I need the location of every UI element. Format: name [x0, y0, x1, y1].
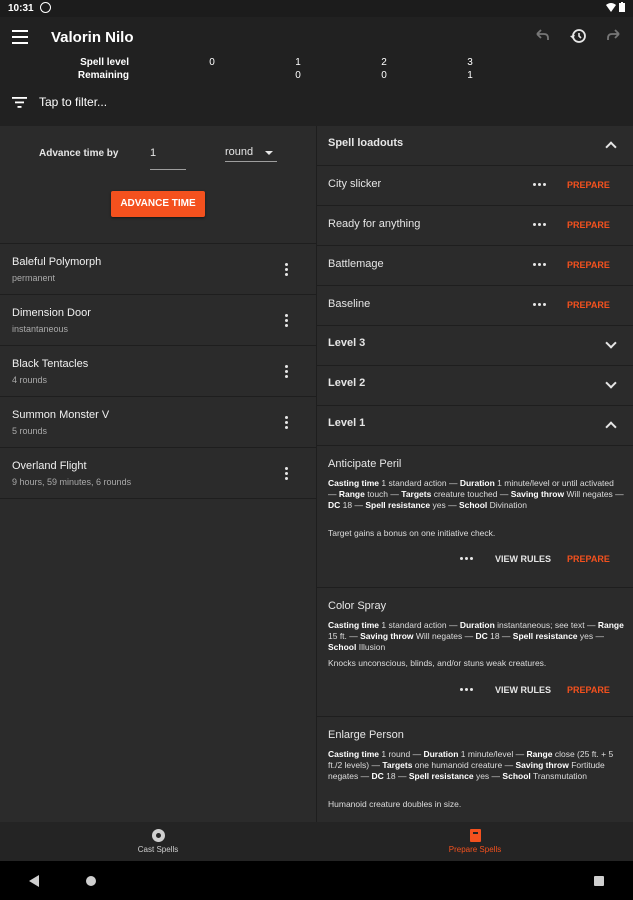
more-vert-icon[interactable]: [285, 314, 289, 328]
spell-stats: Casting time 1 standard action — Duration 1 minute/level or until activated — Range touch — Targets creature touched — Saving throw Will negates — DC 18 — Spell resistance yes — School Divination: [328, 478, 624, 510]
spell-card: [317, 717, 633, 822]
effect-item[interactable]: [0, 244, 316, 295]
effect-list: [0, 243, 316, 499]
remaining-label: Remaining: [77, 70, 129, 81]
status-bar: [0, 0, 633, 17]
level-3-header[interactable]: [317, 326, 633, 366]
loadout-item[interactable]: [317, 246, 633, 286]
effect-item[interactable]: [0, 295, 316, 346]
spell-stats: Casting time 1 round — Duration 1 minute/level — Range close (25 ft. + 5 ft./2 levels) — Targets one humanoid creature — Saving throw Fortitude negates — DC 18 — Spell resistance yes — School Transmutation: [328, 749, 614, 781]
loadout-name: City slicker: [328, 178, 382, 190]
spell-level-label: Spell level: [80, 57, 129, 68]
filter-placeholder: Tap to filter...: [39, 95, 108, 109]
advance-time-row: [0, 126, 316, 178]
more-horiz-icon[interactable]: [533, 223, 546, 226]
battery-icon: [619, 2, 625, 12]
home-icon[interactable]: [86, 876, 96, 886]
effect-name: Overland Flight: [12, 460, 87, 472]
level-3: 3: [467, 57, 473, 68]
level-2: 2: [381, 57, 387, 68]
spellbook-icon: [470, 829, 481, 842]
notification-icon: [40, 2, 51, 13]
prepare-spells-pane: [317, 126, 633, 822]
recent-apps-icon[interactable]: [594, 876, 604, 886]
spell-description: Target gains a bonus on one initiative check.: [328, 528, 496, 538]
spell-name: Anticipate Peril: [328, 458, 402, 470]
remaining-2: 0: [381, 70, 387, 81]
prepare-button[interactable]: PREPARE: [567, 300, 610, 310]
more-vert-icon[interactable]: [285, 416, 289, 430]
remaining-1: 0: [295, 70, 301, 81]
effect-item[interactable]: [0, 397, 316, 448]
advance-time-label: Advance time by: [39, 148, 119, 159]
chevron-down-icon: [605, 377, 616, 388]
loadout-item[interactable]: [317, 206, 633, 246]
level-1: 1: [295, 57, 301, 68]
advance-time-button[interactable]: ADVANCE TIME: [111, 191, 205, 217]
tab-prepare-spells[interactable]: [317, 822, 633, 861]
more-vert-icon[interactable]: [285, 365, 289, 379]
prepare-button[interactable]: PREPARE: [567, 685, 610, 695]
prepare-button[interactable]: PREPARE: [567, 260, 610, 270]
prepare-button[interactable]: PREPARE: [567, 180, 610, 190]
system-status-icons: [606, 2, 625, 12]
chevron-down-icon: [605, 337, 616, 348]
level-1-header[interactable]: [317, 406, 633, 446]
effect-name: Summon Monster V: [12, 409, 110, 421]
spell-level-summary: [0, 57, 633, 83]
filter-bar[interactable]: [12, 95, 107, 109]
menu-icon[interactable]: [12, 30, 28, 44]
effect-name: Dimension Door: [12, 307, 91, 319]
spell-description: Humanoid creature doubles in size.: [328, 799, 462, 809]
advance-unit-select[interactable]: [225, 146, 277, 162]
prepare-button[interactable]: PREPARE: [567, 554, 610, 564]
loadout-name: Baseline: [328, 298, 371, 310]
more-vert-icon[interactable]: [285, 467, 289, 481]
dropdown-caret-icon: [265, 151, 273, 155]
more-horiz-icon[interactable]: [460, 557, 473, 560]
tab-cast-spells-label: Cast Spells: [137, 845, 179, 854]
redo-icon[interactable]: [605, 27, 623, 45]
cast-spells-icon: [152, 829, 165, 842]
tab-prepare-spells-label: Prepare Spells: [448, 845, 502, 854]
spell-name: Color Spray: [328, 600, 387, 612]
loadout-item[interactable]: [317, 286, 633, 326]
wifi-icon: [606, 3, 616, 12]
effect-name: Black Tentacles: [12, 358, 89, 370]
effect-duration: 4 rounds: [12, 375, 48, 385]
effect-item[interactable]: [0, 346, 316, 397]
advance-unit-value: round: [225, 146, 254, 158]
view-rules-button[interactable]: VIEW RULES: [495, 554, 552, 564]
level-1-title: Level 1: [328, 417, 366, 429]
effect-duration: permanent: [12, 273, 56, 283]
level-0: 0: [209, 57, 215, 68]
back-icon[interactable]: [29, 875, 39, 887]
level-2-header[interactable]: [317, 366, 633, 406]
more-vert-icon[interactable]: [285, 263, 289, 277]
tab-cast-spells[interactable]: [0, 822, 316, 861]
chevron-up-icon: [605, 421, 616, 432]
loadout-item[interactable]: [317, 166, 633, 206]
loadout-name: Ready for anything: [328, 218, 421, 230]
chevron-up-icon: [605, 141, 616, 152]
history-icon[interactable]: [569, 27, 587, 45]
loadouts-header[interactable]: [317, 126, 633, 166]
effect-item[interactable]: [0, 448, 316, 499]
more-horiz-icon[interactable]: [533, 183, 546, 186]
spell-stats: Casting time 1 standard action — Duration instantaneous; see text — Range 15 ft. — Saving throw Will negates — DC 18 — Spell resistance yes — School Illusion: [328, 620, 624, 652]
advance-amount-input[interactable]: 1: [150, 144, 186, 170]
more-horiz-icon[interactable]: [533, 263, 546, 266]
page-title: Valorin Nilo: [51, 29, 134, 46]
level-3-title: Level 3: [328, 337, 366, 349]
level-2-title: Level 2: [328, 377, 366, 389]
active-effects-pane: [0, 126, 316, 822]
more-horiz-icon[interactable]: [533, 303, 546, 306]
spell-description: Knocks unconscious, blinds, and/or stuns weak creatures.: [328, 658, 547, 668]
spell-card: [317, 588, 633, 717]
effect-duration: 9 hours, 59 minutes, 6 rounds: [12, 477, 132, 487]
spell-name: Enlarge Person: [328, 729, 404, 741]
remaining-3: 1: [467, 70, 473, 81]
status-time: 10:31: [8, 3, 34, 14]
undo-icon[interactable]: [533, 27, 551, 45]
effect-name: Baleful Polymorph: [12, 256, 102, 268]
app-actions: [533, 27, 623, 45]
prepare-button[interactable]: PREPARE: [567, 220, 610, 230]
system-navigation-bar: [0, 861, 633, 900]
bottom-navigation: [0, 822, 633, 861]
view-rules-button[interactable]: VIEW RULES: [495, 685, 552, 695]
more-horiz-icon[interactable]: [460, 688, 473, 691]
effect-duration: 5 rounds: [12, 426, 48, 436]
app-bar: [0, 17, 633, 126]
loadouts-title: Spell loadouts: [328, 137, 404, 149]
effect-duration: instantaneous: [12, 324, 69, 334]
filter-icon: [12, 97, 27, 108]
loadout-name: Battlemage: [328, 258, 384, 270]
spell-card: [317, 446, 633, 588]
